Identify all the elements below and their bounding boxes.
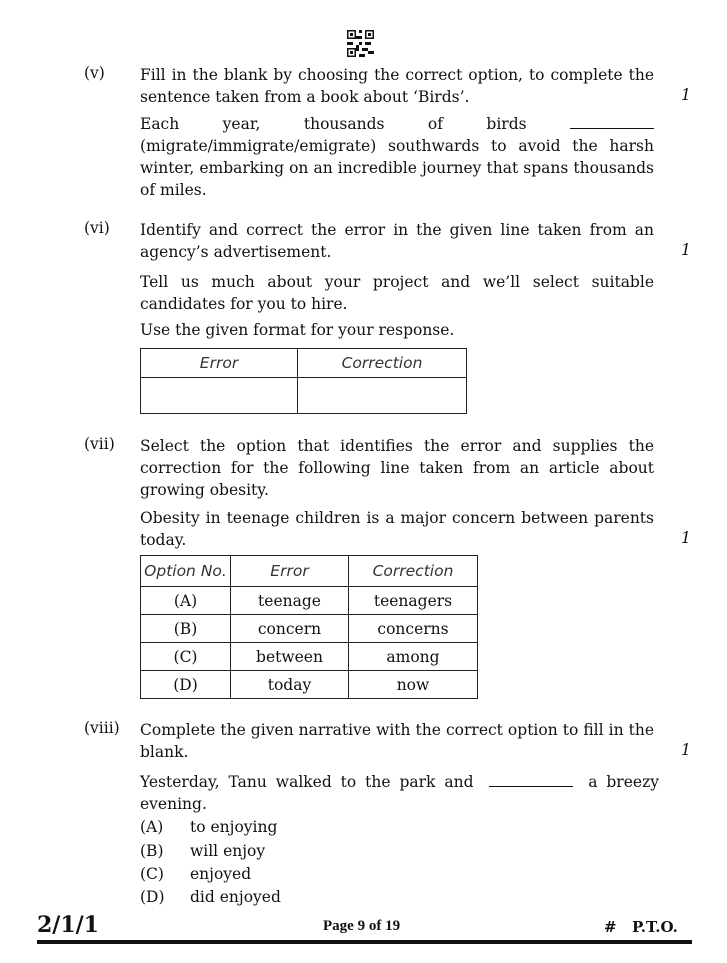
- table-header-cell: Error: [141, 349, 298, 378]
- correction-cell: concerns: [349, 615, 478, 643]
- option-label: (D): [140, 888, 165, 906]
- table-header-row: [141, 556, 478, 587]
- question-prompt: Fill in the blank by choosing the correct option, to complete the sentence taken from a book about ‘Birds’.: [140, 66, 654, 106]
- marks: 1: [681, 86, 691, 104]
- sentence-first-line: [140, 113, 654, 135]
- qr-code-icon: [347, 30, 374, 57]
- article-line: Obesity in teenage children is a major concern between parents today.: [140, 509, 654, 549]
- correction-cell: teenagers: [349, 587, 478, 615]
- page-number: Page 9 of 19: [323, 918, 401, 934]
- option-text: did enjoyed: [190, 888, 281, 906]
- table-row: [141, 587, 478, 615]
- question-prompt: Complete the given narrative with the correct option to fill in the blank.: [140, 721, 654, 761]
- answer-blank: [570, 114, 654, 129]
- option-item: [140, 842, 265, 860]
- options-table: [140, 555, 478, 699]
- question-prompt: Identify and correct the error in the given line taken from an agency’s advertisement.: [140, 221, 654, 261]
- option-item: [140, 888, 281, 906]
- correction-cell: among: [349, 643, 478, 671]
- option-text: will enjoy: [190, 842, 266, 860]
- table-header-cell: Correction: [349, 556, 478, 587]
- option-label: (B): [140, 842, 164, 860]
- marks: 1: [681, 529, 691, 547]
- option-label: (C): [141, 643, 231, 671]
- error-cell: teenage: [231, 587, 349, 615]
- table-cell-empty: [298, 378, 467, 414]
- response-format-table: [140, 348, 467, 414]
- format-note: Use the given format for your response.: [140, 321, 455, 339]
- sentence-word: thousands: [303, 115, 385, 133]
- option-text: enjoyed: [190, 865, 252, 883]
- question-number: (v): [84, 64, 105, 82]
- table-row: [141, 671, 478, 699]
- narrative-continuation: evening.: [140, 795, 207, 813]
- table-header-cell: Error: [231, 556, 349, 587]
- marks: 1: [681, 741, 691, 759]
- table-row: [141, 643, 478, 671]
- correction-cell: now: [349, 671, 478, 699]
- table-header-cell: Option No.: [141, 556, 231, 587]
- hash-mark: #: [604, 918, 617, 936]
- error-cell: today: [231, 671, 349, 699]
- table-row: [141, 615, 478, 643]
- question-prompt: Select the option that identifies the error and supplies the correction for the following line taken from an article about growing obesity.: [140, 437, 654, 499]
- option-label: (C): [140, 865, 164, 883]
- sentence-word: year,: [222, 115, 261, 133]
- sentence-text: (migrate/immigrate/emigrate) southwards to avoid the harsh winter, embarking on an incredible journey that spans thousands of miles.: [140, 137, 654, 199]
- option-label: (A): [141, 587, 231, 615]
- paper-code: 2/1/1: [37, 912, 99, 938]
- question-number: (vii): [84, 435, 115, 453]
- advertisement-line: Tell us much about your project and we’ll select suitable candidates for you to hire.: [140, 273, 654, 313]
- option-label: (D): [141, 671, 231, 699]
- table-row: [141, 378, 467, 414]
- option-label: (A): [140, 818, 164, 836]
- narrative-before: Yesterday, Tanu walked to the park and: [140, 773, 474, 791]
- question-number: (vi): [84, 219, 110, 237]
- error-cell: between: [231, 643, 349, 671]
- sentence-word: birds: [486, 115, 527, 133]
- table-cell-empty: [141, 378, 298, 414]
- footer-divider: [37, 940, 692, 944]
- narrative-first-line: [140, 771, 659, 793]
- question-number: (viii): [84, 719, 120, 737]
- option-item: [140, 818, 277, 836]
- table-header-row: [141, 349, 467, 378]
- answer-blank: [489, 772, 573, 787]
- narrative-after: a breezy: [588, 773, 659, 791]
- option-label: (B): [141, 615, 231, 643]
- pto-label: P.T.O.: [632, 918, 678, 936]
- marks: 1: [681, 241, 691, 259]
- sentence-word: of: [427, 115, 443, 133]
- sentence-word: Each: [140, 115, 180, 133]
- table-header-cell: Correction: [298, 349, 467, 378]
- option-item: [140, 865, 251, 883]
- error-cell: concern: [231, 615, 349, 643]
- option-text: to enjoying: [190, 818, 278, 836]
